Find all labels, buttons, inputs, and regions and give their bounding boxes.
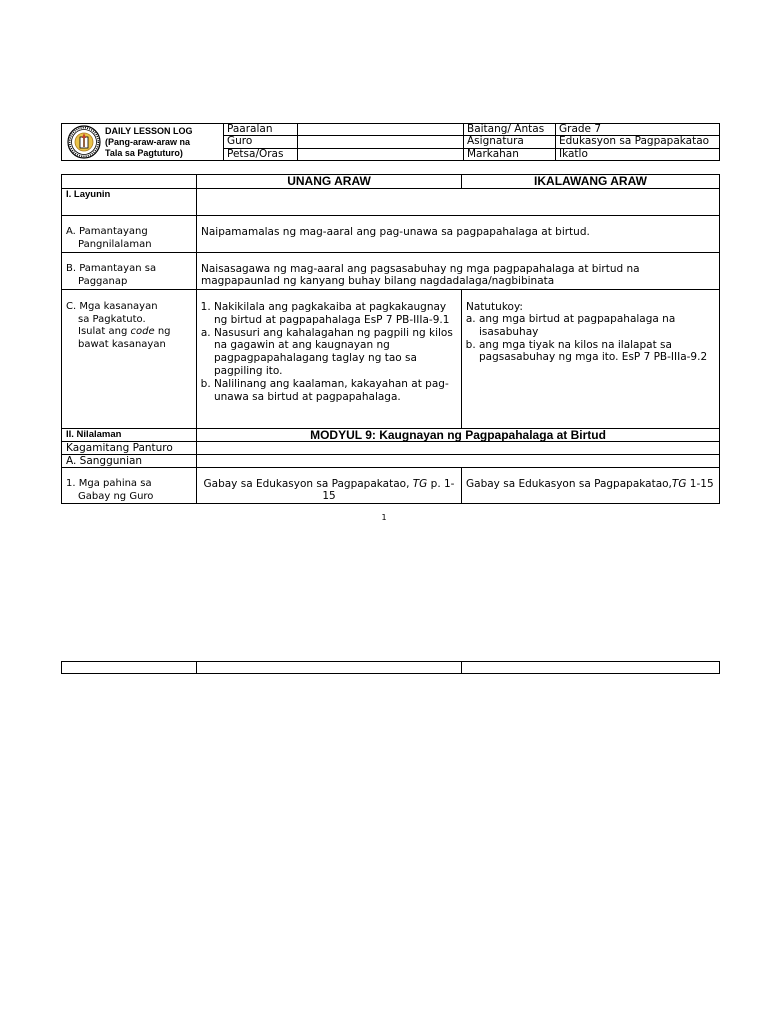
kasanayan-day2-item-a: a. ang mga birtud at pagpapahalaga na isasabuhay: [479, 313, 715, 339]
layunin-blank: [197, 189, 720, 216]
asignatura-label: Asignatura: [464, 136, 556, 148]
day2-header: IKALAWANG ARAW: [462, 175, 720, 189]
paaralan-value[interactable]: [298, 124, 464, 136]
page-number: 1: [381, 513, 387, 522]
doc-subtitle-2: Tala sa Pagtuturo): [105, 147, 183, 158]
kasanayan-day1: [197, 290, 462, 429]
kagamitan-title: Kagamitang Panturo: [62, 442, 197, 455]
baitang-value: Grade 7: [556, 124, 720, 136]
kasanayan-day1-item-1: 1. Nakikilala ang pagkakaiba at pagkakaugnay ng birtud at pagpapahalaga EsP 7 PB-IIIa-9.1: [214, 301, 457, 327]
asignatura-value: Edukasyon sa Pagpapakatao: [556, 136, 720, 148]
sanggunian-title: A. Sanggunian: [62, 455, 197, 468]
gabay-guro-day2: Gabay sa Edukasyon sa Pagpapakatao,TG 1-15: [462, 468, 720, 504]
pamantayang-pangnilalaman-text: Naipamamalas ng mag-aaral ang pag-unawa sa pagpapahalaga at birtud.: [197, 216, 720, 253]
markahan-label: Markahan: [464, 148, 556, 160]
pamantayan-pagganap-label: B. Pamantayan sa Pagganap: [62, 253, 197, 290]
kasanayan-day2: [462, 290, 720, 429]
doc-title: DAILY LESSON LOG: [105, 125, 193, 136]
day1-header: UNANG ARAW: [197, 175, 462, 189]
kagamitan-blank: [197, 442, 720, 455]
petsa-label: Petsa/Oras: [224, 148, 298, 160]
lesson-table: [61, 174, 720, 504]
continuation-cell-2: [197, 662, 462, 674]
markahan-value: Ikatlo: [556, 148, 720, 160]
logo-title-cell: [62, 124, 224, 161]
nilalaman-title: II. Nilalaman: [62, 429, 197, 442]
pamantayang-pangnilalaman-label: A. Pamantayang Pangnilalaman: [62, 216, 197, 253]
pamantayan-pagganap-text: Naisasagawa ng mag-aaral ang pagsasabuhay ng mga pagpapahalaga at birtud na magpapaunlad ng kanyang buhay bilang nagdadalaga/nagbibinata: [197, 253, 720, 290]
sanggunian-blank: [197, 455, 720, 468]
continuation-cell-1: [62, 662, 197, 674]
kasanayan-day1-item-a: a. Nasusuri ang kahalagahan ng pagpili ng kilos na gagawin at ang kaugnayan ng pagpagpapahalagang taglay ng tao sa pagpiling ito.: [214, 327, 457, 378]
doc-subtitle-1: (Pang-araw-araw na: [105, 136, 191, 147]
kasanayan-day2-item-b: b. ang mga tiyak na kilos na ilalapat sa pagsasabuhay ng mga ito. EsP 7 PB-IIIa-9.2: [479, 339, 715, 365]
guro-label: Guro: [224, 136, 298, 148]
continuation-table: [61, 661, 720, 674]
kasanayan-day1-item-b: b. Nalilinang ang kaalaman, kakayahan at pag- unawa sa birtud at pagpapahalaga.: [214, 378, 457, 404]
paaralan-label: Paaralan: [224, 124, 298, 136]
deped-seal-icon: [67, 125, 101, 159]
kasanayan-day2-intro: Natutukoy:: [466, 301, 523, 313]
baitang-label: Baitang/ Antas: [464, 124, 556, 136]
petsa-value[interactable]: [298, 148, 464, 160]
gabay-guro-label: 1. Mga pahina sa Gabay ng Guro: [62, 468, 197, 504]
modyul-title: MODYUL 9: Kaugnayan ng Pagpapahalaga at Birtud: [197, 429, 720, 442]
corner-cell: [62, 175, 197, 189]
continuation-cell-3: [462, 662, 720, 674]
kasanayan-label: C. Mga kasanayan sa Pagkatuto. Isulat ang code ng bawat kasanayan: [62, 290, 197, 429]
gabay-guro-day1: Gabay sa Edukasyon sa Pagpapakatao, TG p. 1-15: [197, 468, 462, 504]
header-table: [61, 123, 720, 161]
layunin-title: I. Layunin: [62, 189, 197, 216]
guro-value[interactable]: [298, 136, 464, 148]
